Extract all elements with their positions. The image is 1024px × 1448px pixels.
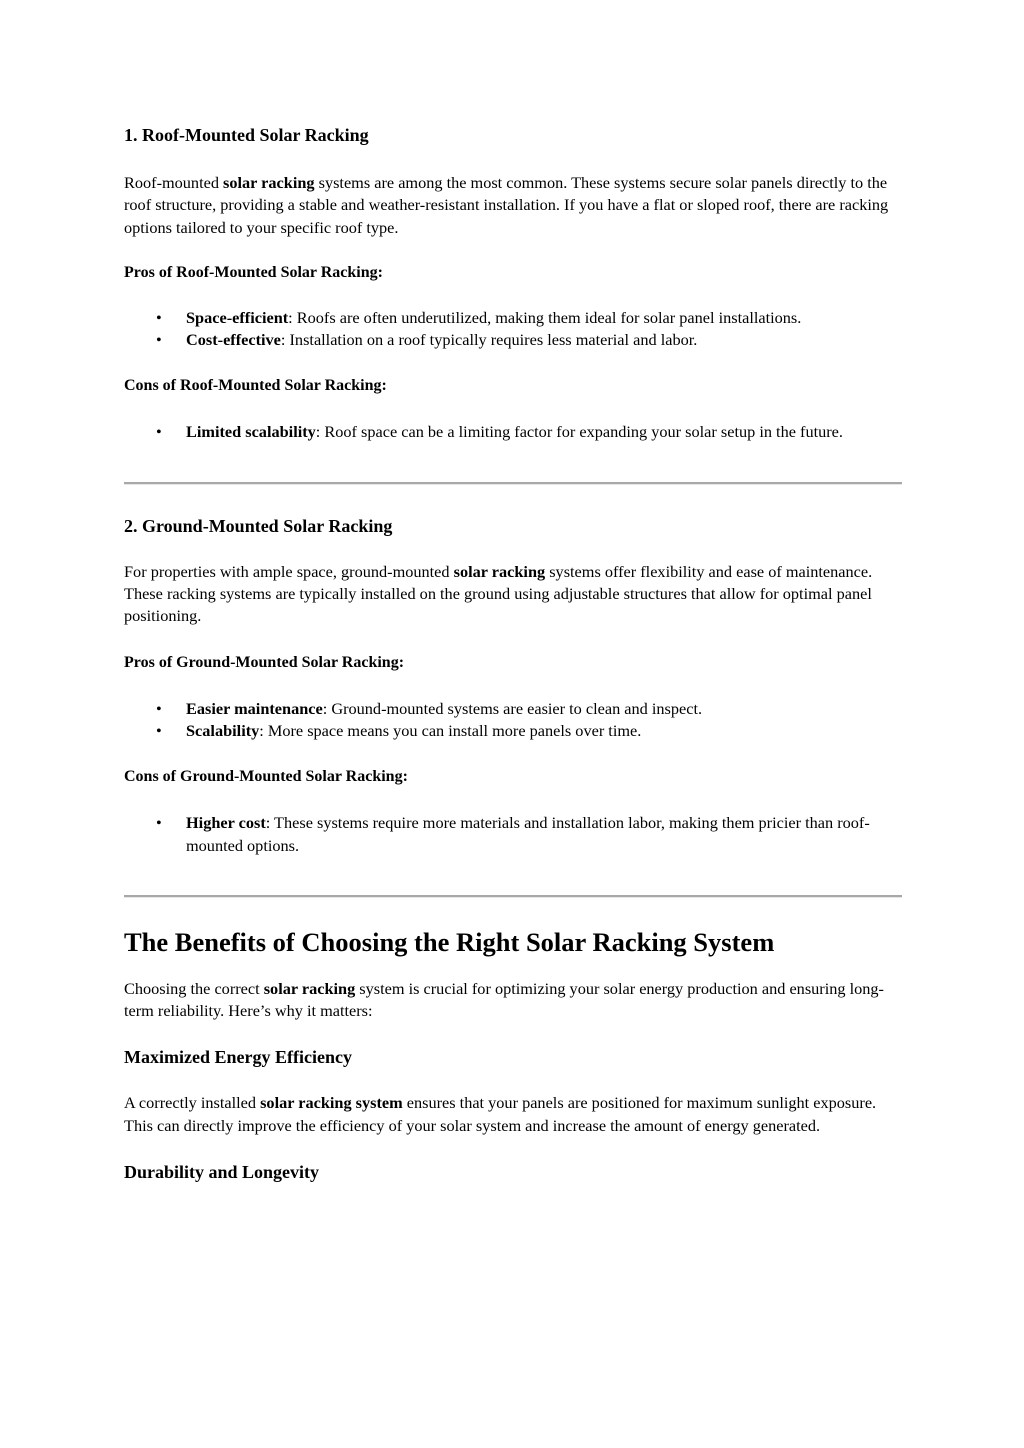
ground-pros-list [124, 698, 902, 743]
ground-cons-list [124, 812, 902, 857]
ground-cons-heading: Cons of Ground-Mounted Solar Racking: [124, 768, 408, 786]
list-item: • Higher cost: These systems require more materials and installation labor, making them pricier than roof-mounted options. [186, 812, 902, 857]
list-item: • Space-efficient: Roofs are often underutilized, making them ideal for solar panel installations. [186, 307, 902, 329]
section-heading-ground-mounted: 2. Ground-Mounted Solar Racking [124, 515, 393, 536]
list-item: • Cost-effective: Installation on a roof typically requires less material and labor. [186, 329, 902, 351]
benefits-intro: Choosing the correct solar racking system is crucial for optimizing your solar energy production and ensuring long-term reliability. Here’s why it matters: [124, 978, 884, 1021]
ground-mounted-intro: For properties with ample space, ground-mounted solar racking systems offer flexibility and ease of maintenance. These racking systems are typically installed on the ground using adjustable structures that allow for optimal panel positioning. [124, 561, 873, 626]
durability-heading: Durability and Longevity [124, 1162, 320, 1183]
roof-pros-heading: Pros of Roof-Mounted Solar Racking: [124, 263, 383, 281]
benefits-heading: The Benefits of Choosing the Right Solar Racking System [124, 926, 775, 957]
roof-cons-list [124, 421, 902, 443]
list-item: • Scalability: More space means you can install more panels over time. [186, 720, 902, 742]
section-heading-roof-mounted: 1. Roof-Mounted Solar Racking [124, 125, 369, 145]
efficiency-heading: Maximized Energy Efficiency [124, 1047, 352, 1068]
roof-pros-list [124, 307, 902, 352]
roof-mounted-intro: Roof-mounted solar racking systems are among the most common. These systems secure solar panels directly to the roof structure, providing a stable and weather-resistant installation. If you have a flat or sloped roof, there are racking options tailored to your specific roof type. [124, 173, 889, 237]
list-item: • Easier maintenance: Ground-mounted systems are easier to clean and inspect. [186, 698, 902, 720]
document-page [124, 124, 902, 1183]
roof-cons-heading: Cons of Roof-Mounted Solar Racking: [124, 377, 387, 395]
ground-pros-heading: Pros of Ground-Mounted Solar Racking: [124, 653, 405, 671]
list-item: • Limited scalability: Roof space can be a limiting factor for expanding your solar setup in the future. [186, 421, 902, 443]
efficiency-paragraph: A correctly installed solar racking system ensures that your panels are positioned for maximum sunlight exposure. This can directly improve the efficiency of your solar system and increase the amount of energy generated. [124, 1093, 877, 1135]
